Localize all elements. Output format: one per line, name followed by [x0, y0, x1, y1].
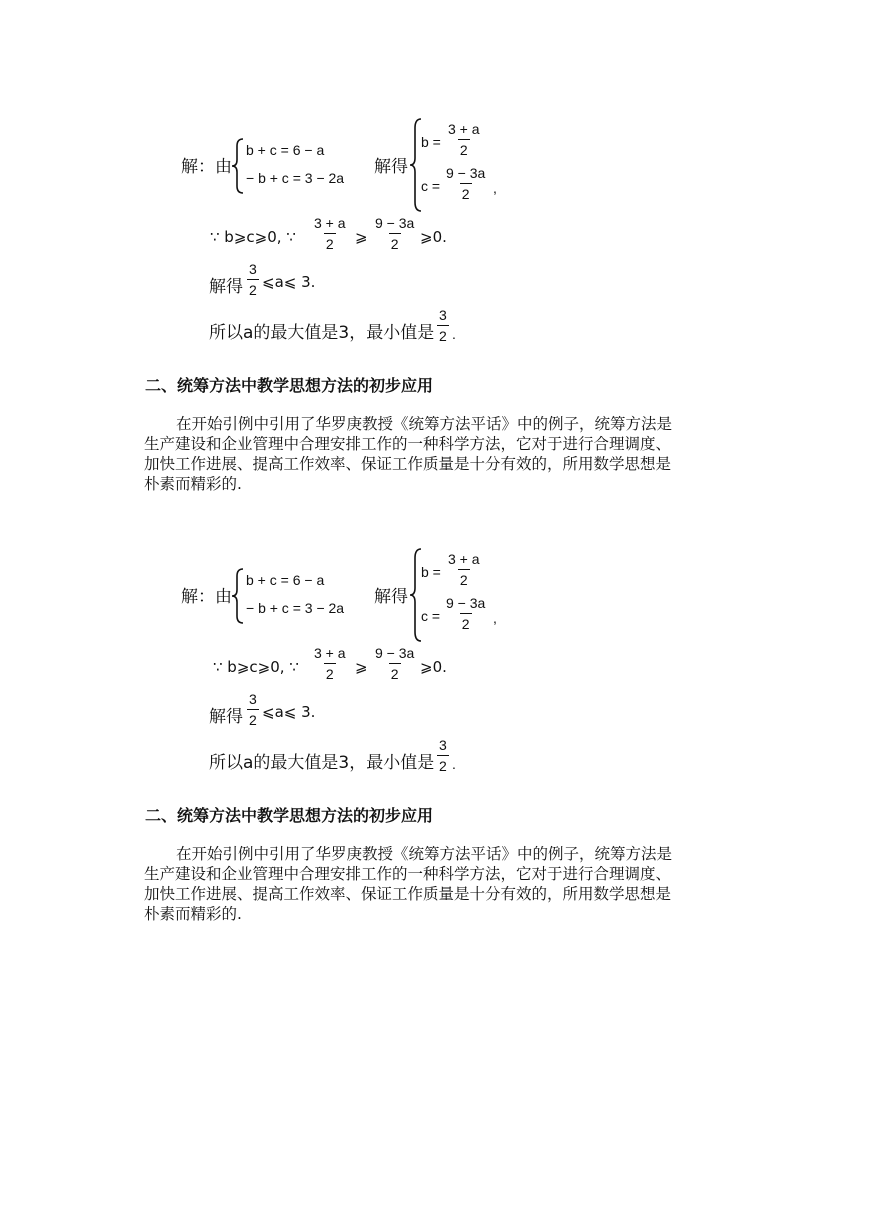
paragraph-line: 在开始引例中引用了华罗庚教授《统筹方法平话》中的例子，统筹方法是 — [176, 845, 673, 863]
ineq-fraction-2 — [373, 644, 416, 683]
b-numerator: 3 + a — [448, 551, 480, 567]
ineq-suffix: ⩾0. — [420, 658, 447, 676]
ineq-fraction-1 — [312, 644, 348, 683]
conclusion-den: 2 — [437, 755, 449, 775]
conclusion-trail: . — [452, 326, 456, 342]
c-numerator: 9 − 3a — [446, 595, 486, 611]
c-fraction — [444, 594, 487, 633]
c-lhs: c = — [421, 608, 441, 624]
ineq-mid: ⩾ — [355, 658, 368, 676]
ineq-num-1: 3 + a — [314, 645, 346, 661]
range-fraction — [247, 260, 259, 299]
paragraph-line: 朴素而精彩的. — [144, 475, 242, 493]
conclusion-text: 所以a的最大值是3，最小值是 — [209, 323, 435, 343]
conclusion-trail: . — [452, 756, 456, 772]
equation-2: − b + c = 3 − 2a — [246, 600, 345, 616]
ineq-num-2: 9 − 3a — [375, 645, 415, 661]
b-lhs: b = — [421, 134, 441, 150]
ineq-num-1: 3 + a — [314, 215, 346, 231]
paragraph-line: 加快工作进展、提高工作效率、保证工作质量是十分有效的，所用数学思想是 — [144, 455, 672, 473]
left-brace-system-2 — [409, 118, 423, 212]
section-heading: 二、统筹方法中教学思想方法的初步应用 — [145, 806, 434, 825]
section-heading: 二、统筹方法中教学思想方法的初步应用 — [145, 376, 434, 395]
range-rest: ⩽a⩽ 3. — [262, 703, 316, 721]
b-lhs: b = — [421, 564, 441, 580]
b-denominator: 2 — [458, 569, 470, 589]
solve-label: 解得 — [374, 157, 408, 177]
range-fraction — [247, 690, 259, 729]
paragraph-line: 生产建设和企业管理中合理安排工作的一种科学方法，它对于进行合理调度、 — [144, 435, 672, 453]
ineq-den-2: 2 — [389, 233, 401, 253]
ineq-num-2: 9 − 3a — [375, 215, 415, 231]
left-brace-system-1 — [231, 568, 245, 624]
solution-block — [0, 0, 869, 344]
range-rest: ⩽a⩽ 3. — [262, 273, 316, 291]
c-denominator: 2 — [460, 613, 472, 633]
range-num: 3 — [249, 261, 257, 277]
conclusion-num: 3 — [439, 307, 447, 323]
b-fraction — [446, 120, 482, 159]
ineq-suffix: ⩾0. — [420, 228, 447, 246]
jie-label: 解：由 — [181, 157, 232, 177]
equation-1: b + c = 6 − a — [246, 142, 325, 158]
ineq-prefix: ∵ b⩾c⩾0, ∵ — [213, 658, 299, 676]
range-label: 解得 — [209, 277, 243, 297]
ineq-den-2: 2 — [389, 663, 401, 683]
c-numerator: 9 − 3a — [446, 165, 486, 181]
equation-1: b + c = 6 − a — [246, 572, 325, 588]
left-brace-system-1 — [231, 138, 245, 194]
range-den: 2 — [247, 279, 259, 299]
conclusion-text: 所以a的最大值是3，最小值是 — [209, 753, 435, 773]
paragraph-line: 加快工作进展、提高工作效率、保证工作质量是十分有效的，所用数学思想是 — [144, 885, 672, 903]
c-trail: , — [493, 610, 497, 626]
b-fraction — [446, 550, 482, 589]
ineq-fraction-2 — [373, 214, 416, 253]
conclusion-fraction — [437, 306, 449, 345]
ineq-mid: ⩾ — [355, 228, 368, 246]
paragraph-line: 生产建设和企业管理中合理安排工作的一种科学方法，它对于进行合理调度、 — [144, 865, 672, 883]
paragraph-line: 朴素而精彩的. — [144, 905, 242, 923]
body-paragraph — [144, 844, 744, 924]
range-den: 2 — [247, 709, 259, 729]
c-lhs: c = — [421, 178, 441, 194]
solution-block — [0, 430, 869, 774]
ineq-fraction-1 — [312, 214, 348, 253]
ineq-prefix: ∵ b⩾c⩾0, ∵ — [210, 228, 296, 246]
solve-label: 解得 — [374, 587, 408, 607]
paragraph-line: 在开始引例中引用了华罗庚教授《统筹方法平话》中的例子，统筹方法是 — [176, 415, 673, 433]
conclusion-fraction — [437, 736, 449, 775]
left-brace-system-2 — [409, 548, 423, 642]
b-denominator: 2 — [458, 139, 470, 159]
b-numerator: 3 + a — [448, 121, 480, 137]
c-denominator: 2 — [460, 183, 472, 203]
jie-label: 解：由 — [181, 587, 232, 607]
c-fraction — [444, 164, 487, 203]
c-trail: , — [493, 180, 497, 196]
ineq-den-1: 2 — [324, 663, 336, 683]
range-label: 解得 — [209, 707, 243, 727]
range-num: 3 — [249, 691, 257, 707]
equation-2: − b + c = 3 − 2a — [246, 170, 345, 186]
ineq-den-1: 2 — [324, 233, 336, 253]
conclusion-num: 3 — [439, 737, 447, 753]
conclusion-den: 2 — [437, 325, 449, 345]
